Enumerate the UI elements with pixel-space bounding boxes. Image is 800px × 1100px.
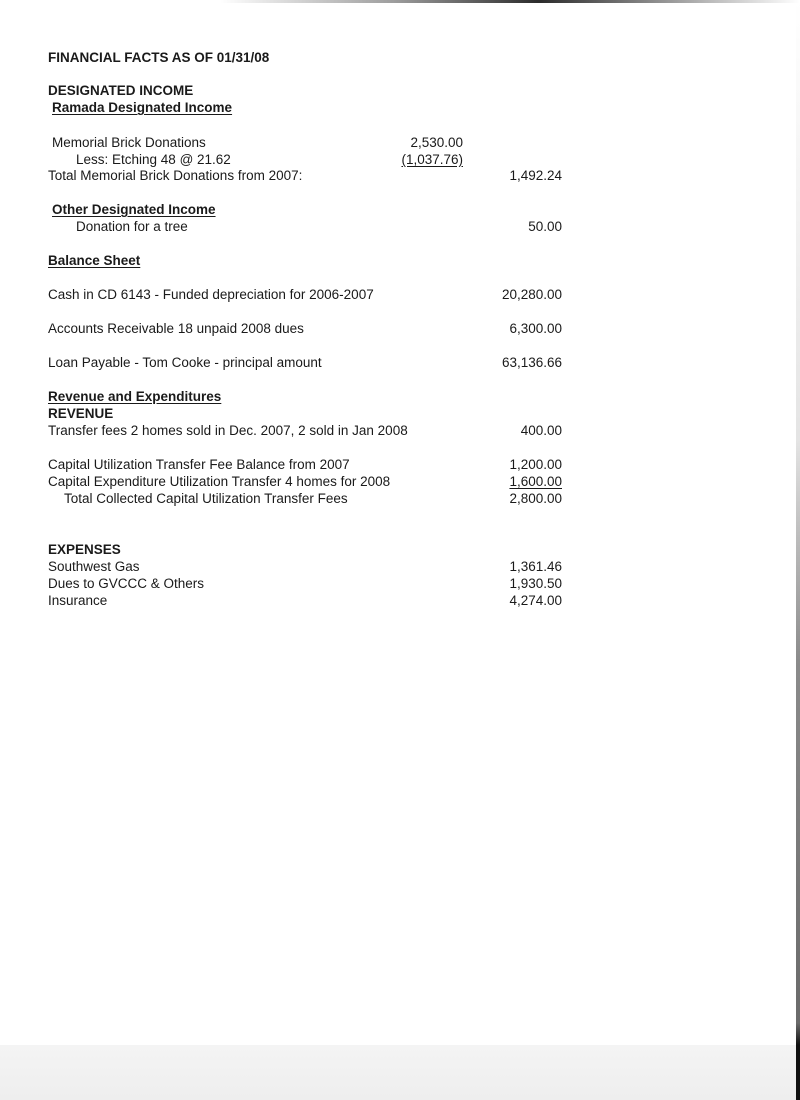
scan-bottom-band (0, 1045, 796, 1100)
scan-right-edge-shadow (796, 0, 800, 1100)
document-title: FINANCIAL FACTS AS OF 01/31/08 (48, 50, 270, 65)
expenses-heading: EXPENSES (48, 542, 121, 557)
other-designated-income-heading: Other Designated Income (52, 202, 216, 217)
insurance-label: Insurance (48, 593, 108, 608)
accounts-receivable-label: Accounts Receivable 18 unpaid 2008 dues (48, 321, 304, 336)
memorial-brick-donations-label: Memorial Brick Donations (52, 135, 206, 150)
transfer-fees-amount: 400.00 (520, 423, 562, 438)
capital-expenditure-transfer-amount: 1,600.00 (509, 474, 562, 489)
designated-income-heading: DESIGNATED INCOME (48, 83, 194, 98)
southwest-gas-label: Southwest Gas (48, 559, 140, 574)
southwest-gas-amount: 1,361.46 (509, 559, 562, 574)
accounts-receivable-amount: 6,300.00 (509, 321, 562, 336)
ramada-designated-income-heading: Ramada Designated Income (52, 100, 233, 115)
loan-payable-label: Loan Payable - Tom Cooke - principal amount (48, 355, 322, 370)
tree-donation-label: Donation for a tree (76, 219, 188, 234)
total-memorial-brick-amount: 1,492.24 (509, 168, 562, 183)
capital-utilization-balance-amount: 1,200.00 (509, 457, 562, 472)
etching-deduction-label: Less: Etching 48 @ 21.62 (76, 152, 231, 167)
insurance-amount: 4,274.00 (509, 593, 562, 608)
revenue-expenditures-heading: Revenue and Expenditures (48, 389, 222, 404)
loan-payable-amount: 63,136.66 (501, 355, 562, 370)
balance-sheet-heading: Balance Sheet (48, 253, 141, 268)
etching-deduction-amount: (1,037.76) (401, 152, 463, 167)
total-capital-utilization-label: Total Collected Capital Utilization Transfer Fees (64, 491, 348, 506)
capital-utilization-balance-label: Capital Utilization Transfer Fee Balance from 2007 (48, 457, 350, 472)
tree-donation-amount: 50.00 (528, 219, 562, 234)
scan-top-shadow (220, 0, 800, 3)
cash-cd-label: Cash in CD 6143 - Funded depreciation for 2006-2007 (48, 287, 374, 302)
total-memorial-brick-label: Total Memorial Brick Donations from 2007: (48, 168, 303, 183)
total-capital-utilization-amount: 2,800.00 (509, 491, 562, 506)
revenue-heading: REVENUE (48, 406, 114, 421)
dues-gvccc-label: Dues to GVCCC & Others (48, 576, 205, 591)
dues-gvccc-amount: 1,930.50 (509, 576, 562, 591)
capital-expenditure-transfer-label: Capital Expenditure Utilization Transfer 4 homes for 2008 (48, 474, 391, 489)
memorial-brick-donations-amount: 2,530.00 (410, 135, 463, 150)
transfer-fees-label: Transfer fees 2 homes sold in Dec. 2007, 2 sold in Jan 2008 (48, 423, 408, 438)
cash-cd-amount: 20,280.00 (501, 287, 562, 302)
